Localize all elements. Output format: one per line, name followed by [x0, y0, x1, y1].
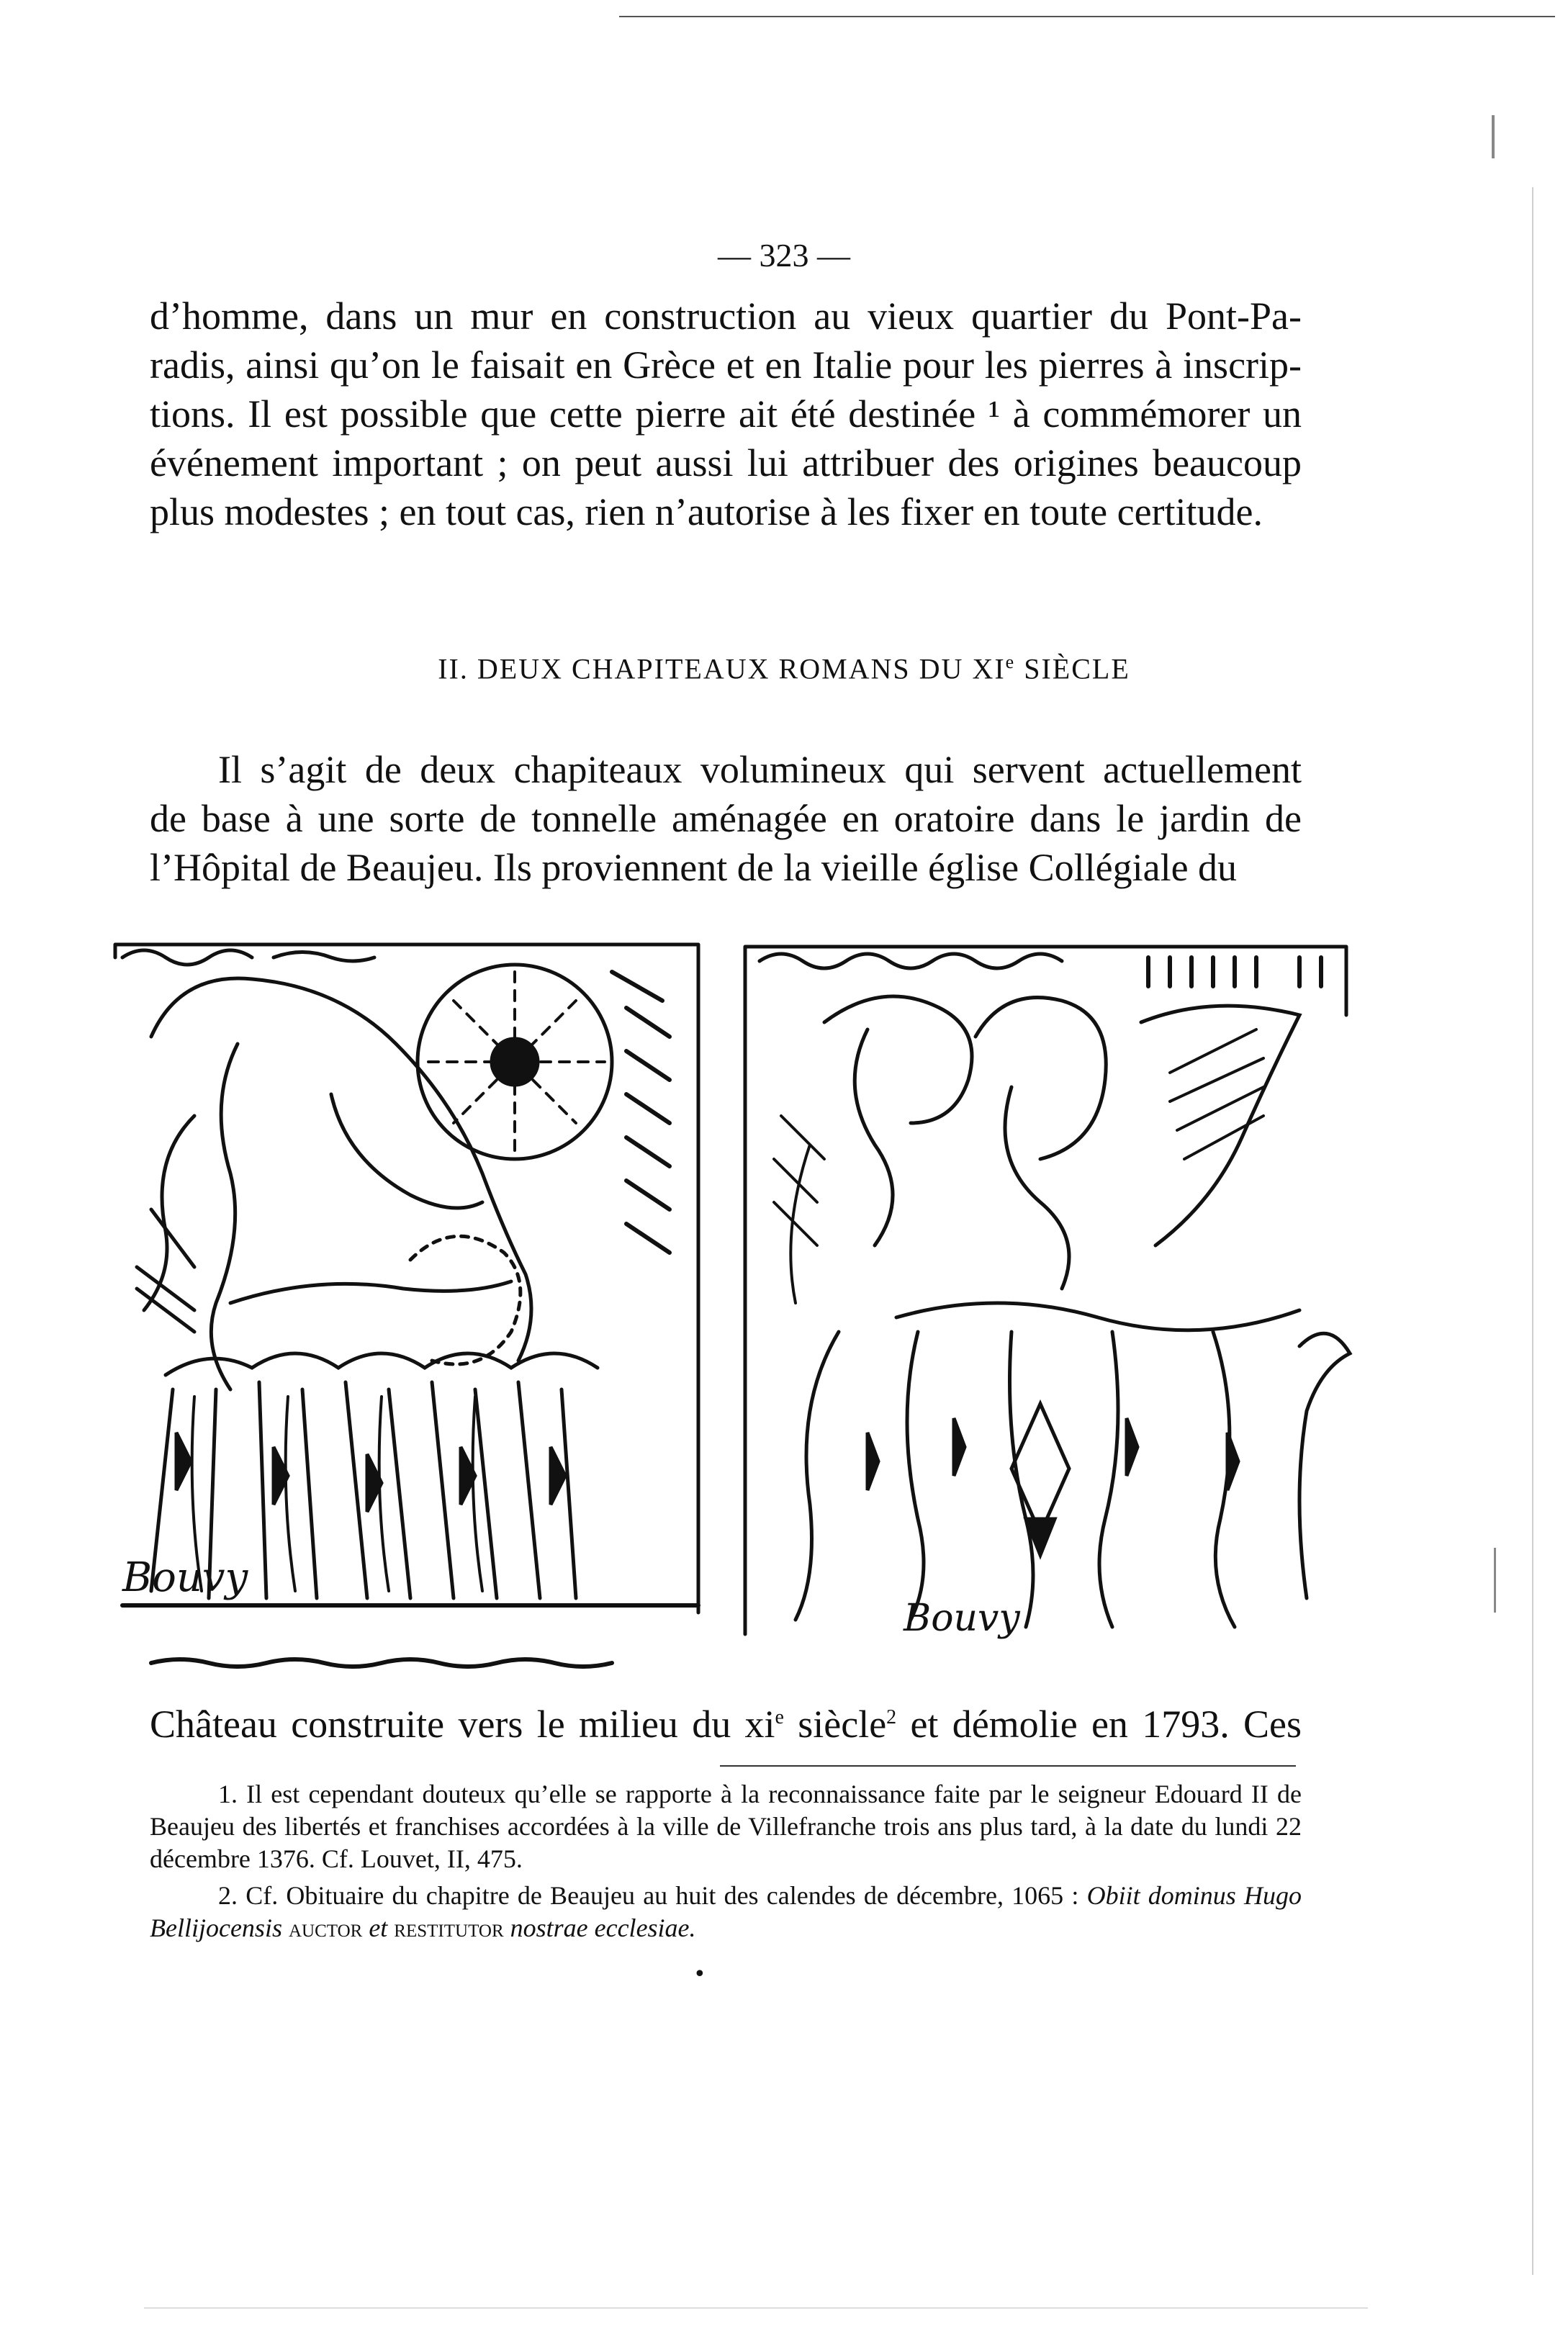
figure-signature: Bouvy — [122, 1554, 248, 1601]
section-heading-suffix: SIÈCLE — [1015, 652, 1130, 685]
stray-bullet: • — [693, 1962, 706, 1987]
text-line: de base à une sorte de tonnelle aménagée en oratoire dans le jardin de — [150, 797, 1302, 840]
text-line: l’Hôpital de Beaujeu. Ils proviennent de la vieille église Collégiale du — [150, 846, 1238, 889]
scan-speck — [1492, 115, 1495, 158]
continuation-text: et démolie en 1793. Ces — [896, 1703, 1302, 1746]
footnote-1: 1. Il est cependant douteux qu’elle se rapporte à la reconnaissance faite par le seigneur Edouard II de Beaujeu des libertés et franchises accordées à la ville de Villefranche trois ans plus tard, à la date du lundi 22 décembre 1376. Cf. Louvet, II, 475. — [150, 1780, 1302, 1873]
paragraph-1 — [150, 292, 1302, 536]
footnotes — [150, 1778, 1302, 1949]
paragraph-2 — [150, 745, 1302, 892]
text-line: d’homme, dans un mur en construction au vieux quartier du Pont-Pa- — [150, 294, 1302, 338]
page-number: — 323 — — [718, 237, 850, 274]
footnote-ref: 2 — [886, 1706, 897, 1728]
footnote-2-et: et — [369, 1913, 388, 1942]
text-line: tions. Il est possible que cette pierre ait été destinée ¹ à commémorer un — [150, 392, 1302, 436]
text-line: événement important ; on peut aussi lui attribuer des origines beaucoup — [150, 441, 1302, 484]
right-edge-rule — [1532, 187, 1533, 2275]
section-heading-prefix: II. DEUX CHAPITEAUX ROMANS DU XI — [438, 652, 1006, 685]
continuation-sup: e — [775, 1706, 784, 1728]
capital-left-illustration — [108, 929, 706, 1670]
footnote-2-smallcaps: restitutor — [394, 1913, 504, 1942]
footnote-2-text: 2. Cf. Obituaire du chapitre de Beaujeu au huit des calendes de décembre, 1065 : — [218, 1881, 1087, 1910]
continuation-line — [150, 1693, 1302, 1749]
section-heading-sup: e — [1005, 652, 1016, 672]
footnote-2-smallcaps: auctor — [288, 1913, 363, 1942]
figure-signature: Bouvy — [904, 1597, 1020, 1640]
scan-speck — [1494, 1548, 1496, 1613]
text-line: Il s’agit de deux chapiteaux volumineux qui servent actuellement — [218, 748, 1302, 791]
capital-right-illustration — [738, 929, 1353, 1649]
text-line: plus modestes ; en tout cas, rien n’autorise à les fixer en toute certitude. — [150, 490, 1263, 533]
top-rule — [619, 16, 1555, 17]
continuation-text: siècle — [783, 1703, 887, 1746]
footnote-2-latin: nostrae ecclesiae. — [510, 1913, 696, 1942]
scan-bottom-edge — [144, 2307, 1368, 2309]
text-line: radis, ainsi qu’on le faisait en Grèce et en Italie pour les pierres à inscrip- — [150, 343, 1302, 387]
footnote-rule — [720, 1765, 1296, 1767]
footnote-2 — [150, 1880, 1302, 1944]
capital-drawing-right — [738, 929, 1353, 1649]
footnote-2-latin: Obiit dominus Hugo Bellijocensis — [150, 1881, 1302, 1942]
continuation-text: Château construite vers le milieu du xi — [150, 1703, 775, 1746]
capital-drawing-left — [108, 929, 706, 1670]
section-heading — [0, 652, 1568, 685]
